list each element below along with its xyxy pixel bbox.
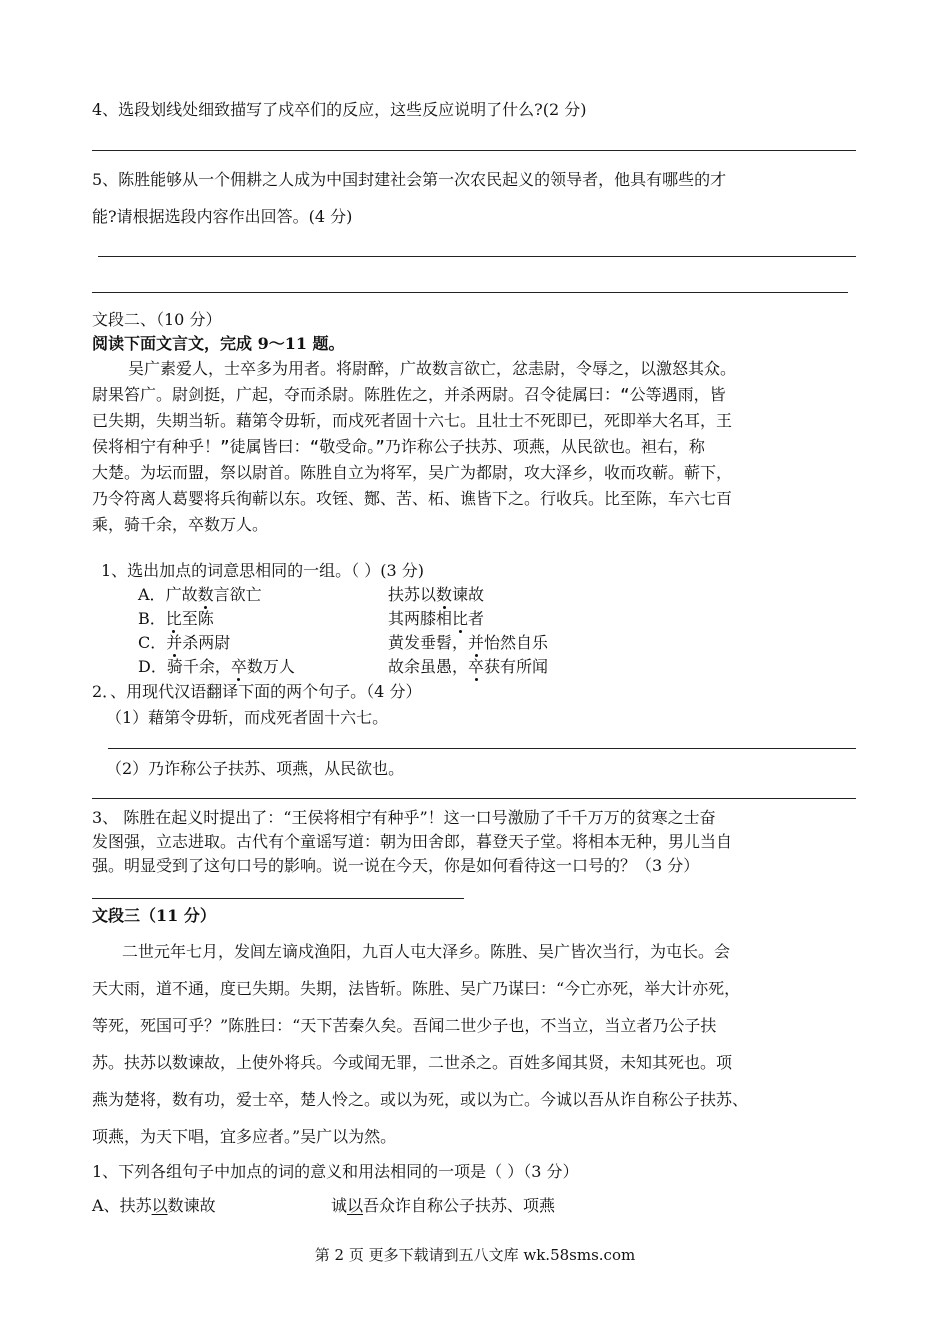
answer-line [108,748,856,749]
marked-word: 以 [151,1196,168,1215]
passage-line: 尉果笞广。尉剑挺，广起，夺而杀尉。陈胜佐之，并杀两尉。召令徒属曰：“公等遇雨，皆 [92,385,726,404]
option-b-right: 其两膝相比者 [388,609,485,628]
option-d: D．骑千余，卒数万人 [138,657,295,676]
passage-line: 乘，骑千余，卒数万人。 [92,515,269,534]
option-d-right: 故余虽愚，卒获有所闻 [388,657,549,676]
s2-question-1-stem: 1、选出加点的词意思相同的一组。（ ）(3 分) [101,561,425,580]
question-5-line-1: 5、陈胜能够从一个佣耕之人成为中国封建社会第一次农民起义的领导者，他具有哪些的才 [92,170,727,189]
answer-line [98,256,856,257]
answer-line [92,292,848,293]
option-label: B． [138,609,166,628]
option-left: 广故数言欲亡 [165,585,262,604]
passage-line: 天大雨，道不通，度已失期。失期，法皆斩。陈胜、吴广乃谋曰：“今亡亦死，举大计亦死， [92,979,741,998]
option-label: D． [138,657,167,676]
marked-word: 以 [347,1196,364,1215]
option-text: 数谏故 [167,1196,216,1215]
section-3-title: 文段三（11 分） [92,906,216,925]
s2-question-2-sentence-1: （1）藉第令毋斩，而戍死者固十六七。 [106,708,389,727]
s2-question-3-line-3: 强。明显受到了这句口号的影响。说一说在今天，你是如何看待这一口号的？（3 分） [92,856,700,875]
passage-line: 吴广素爱人，士卒多为用者。将尉醉，广故数言欲亡，忿恚尉，令辱之，以激怒其众。 [128,359,737,378]
option-text: 诚 [331,1196,348,1215]
passage-line: 乃令符离人葛婴将兵徇蕲以东。攻铚、酂、苦、柘、谯皆下之。行收兵。比至陈，车六七百 [92,489,733,508]
passage-line: 大楚。为坛而盟，祭以尉首。陈胜自立为将军，吴广为都尉，攻大泽乡，收而攻蕲。蕲下， [92,463,733,482]
s2-question-2-stem: 2．、用现代汉语翻译下面的两个句子。（4 分） [92,682,422,701]
s2-question-3-line-1: 3、 陈胜在起义时提出了：“王侯将相宁有种乎”！这一口号激励了千千万万的贫寒之士奋 [92,808,716,827]
option-text: 扶苏 [119,1196,152,1215]
option-a-right: 扶苏以数谏故 [388,585,485,604]
option-c-right: 黄发垂髫，并怡然自乐 [388,633,549,652]
passage-line: 侯将相宁有种乎！”徒属皆曰：“敬受命。”乃诈称公子扶苏、项燕，从民欲也。袒右，称 [92,437,705,456]
answer-line [92,898,464,899]
s3-option-a-left [92,1194,216,1218]
passage-line: 已失期，失期当斩。藉第令毋斩，而戍死者固十六七。且壮士不死即已，死即举大名耳，王 [92,411,733,430]
option-a [138,583,262,607]
passage-line: 等死，死国可乎？”陈胜曰：“天下苦秦久矣。吾闻二世少子也，不当立，当立者乃公子扶 [92,1016,717,1035]
s2-question-2-sentence-2: （2）乃诈称公子扶苏、项燕，从民欲也。 [106,759,405,778]
option-text: 吾众诈自称公子扶苏、项燕 [363,1196,556,1215]
s3-question-1-stem: 1、下列各组句子中加点的词的意义和用法相同的一项是（ ）（3 分） [92,1162,579,1181]
answer-line [92,150,856,151]
passage-line: 苏。扶苏以数谏故，上使外将兵。今或闻无罪，二世杀之。百姓多闻其贤，未知其死也。项 [92,1053,733,1072]
section-2-instruction: 阅读下面文言文，完成 9～11 题。 [92,334,345,353]
s2-question-3-line-2: 发图强，立志进取。古代有个童谣写道：朝为田舍郎，暮登天子堂。将相本无种，男儿当自 [92,832,733,851]
option-label: A、 [92,1196,120,1215]
s3-option-a-right [331,1194,555,1218]
passage-line: 燕为楚将，数有功，爱士卒，楚人怜之。或以为死，或以为亡。今诚以吾从诈自称公子扶苏、 [92,1090,749,1109]
option-b: B．比至陈 [138,609,214,628]
question-4: 4、选段划线处细致描写了戍卒们的反应，这些反应说明了什么?(2 分) [92,100,587,119]
option-label: A． [138,585,166,604]
question-5-line-2: 能?请根据选段内容作出回答。(4 分) [92,207,353,226]
answer-line [92,798,856,799]
page-footer: 第 2 页 更多下载请到五八文库 wk.58sms.com [314,1246,636,1264]
section-2-title [92,308,221,332]
section-2-title-text: 文段二、（10 分） [92,310,222,329]
passage-line: 二世元年七月，发闾左谪戍渔阳，九百人屯大泽乡。陈胜、吴广皆次当行，为屯长。会 [122,942,731,961]
passage-line: 项燕，为天下唱，宜多应者。”吴广以为然。 [92,1127,397,1146]
option-c: C．并杀两尉 [138,633,231,652]
option-label: C． [138,633,167,652]
